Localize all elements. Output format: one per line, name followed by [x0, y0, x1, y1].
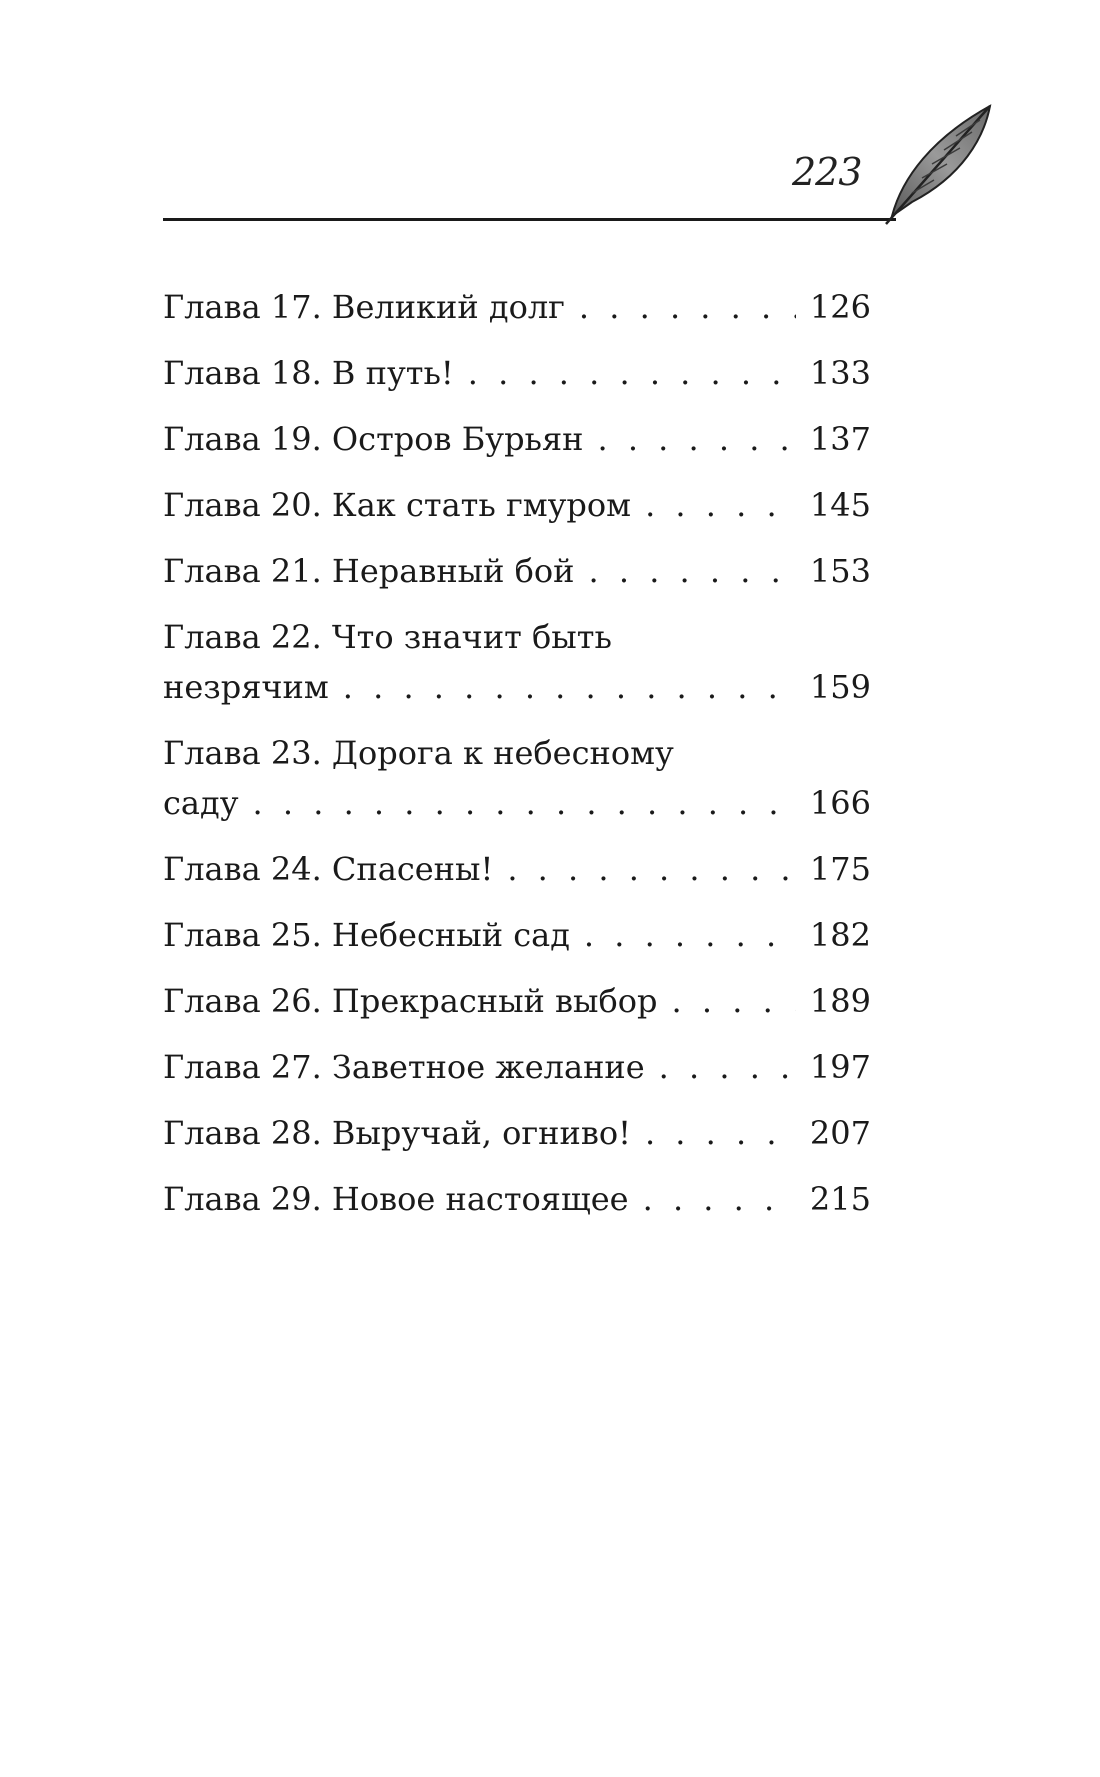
toc-leader-dots — [589, 546, 796, 596]
toc-entry-ch27 — [163, 1042, 871, 1092]
toc-entry-ch21 — [163, 546, 871, 596]
toc-entry-title-cont: саду — [163, 784, 239, 822]
toc-entry-page: 207 — [809, 1114, 871, 1152]
feather-quill-icon — [872, 98, 1002, 228]
toc-entry-title: Глава 26. Прекрасный выбор — [163, 982, 658, 1020]
toc-entry-title: Глава 17. Великий долг — [163, 288, 565, 326]
toc-entry-ch23 — [163, 728, 871, 828]
toc-leader-dots — [597, 414, 795, 464]
toc-entry-page: 197 — [809, 1048, 871, 1086]
toc-leader-dots — [643, 1174, 796, 1224]
toc-entry-page: 133 — [809, 354, 871, 392]
toc-entry-ch19 — [163, 414, 871, 464]
toc-entry-page: 189 — [809, 982, 871, 1020]
toc-entry-ch22 — [163, 612, 871, 712]
toc-entry-title: Глава 20. Как стать гмуром — [163, 486, 632, 524]
page-header — [0, 0, 1100, 240]
toc-entry-ch28 — [163, 1108, 871, 1158]
toc-entry-title: Глава 28. Выручай, огниво! — [163, 1114, 631, 1152]
toc-entry-page: 166 — [809, 784, 871, 822]
toc-entry-ch18 — [163, 348, 871, 398]
toc-leader-dots — [659, 1042, 796, 1092]
toc-entry-title-cont: незрячим — [163, 668, 329, 706]
toc-leader-dots — [645, 480, 796, 530]
toc-entry-page: 126 — [809, 288, 871, 326]
toc-entry-title: Глава 29. Новое настоящее — [163, 1180, 629, 1218]
toc-entry-title: Глава 18. В путь! — [163, 354, 454, 392]
toc-entry-title: Глава 19. Остров Бурьян — [163, 420, 584, 458]
toc-leader-dots — [253, 778, 796, 828]
toc-entry-ch29 — [163, 1174, 871, 1224]
toc-entry-ch24 — [163, 844, 871, 894]
toc-leader-dots — [343, 662, 796, 712]
toc-entry-title: Глава 22. Что значит быть — [163, 618, 612, 656]
toc-entry-page: 175 — [809, 850, 871, 888]
toc-entry-ch17 — [163, 282, 871, 332]
toc-entry-title: Глава 21. Неравный бой — [163, 552, 575, 590]
toc-entry-ch20 — [163, 480, 871, 530]
toc-entry-title: Глава 23. Дорога к небесному — [163, 734, 674, 772]
toc-entry-page: 145 — [809, 486, 871, 524]
toc-entry-page: 159 — [809, 668, 871, 706]
toc-entry-page: 153 — [809, 552, 871, 590]
toc-leader-dots — [672, 976, 796, 1026]
toc-entry-page: 137 — [809, 420, 871, 458]
toc-entry-ch26 — [163, 976, 871, 1026]
toc-leader-dots — [645, 1108, 796, 1158]
toc-entry-page: 182 — [809, 916, 871, 954]
page-number: 223 — [792, 150, 862, 194]
toc-entry-title: Глава 25. Небесный сад — [163, 916, 570, 954]
toc-entry-title: Глава 24. Спасены! — [163, 850, 494, 888]
toc-leader-dots — [468, 348, 796, 398]
toc-leader-dots — [579, 282, 796, 332]
toc-leader-dots — [584, 910, 796, 960]
table-of-contents — [163, 282, 871, 1240]
toc-entry-title: Глава 27. Заветное желание — [163, 1048, 645, 1086]
toc-leader-dots — [507, 844, 796, 894]
toc-entry-page: 215 — [809, 1180, 871, 1218]
toc-entry-ch25 — [163, 910, 871, 960]
header-rule — [163, 218, 896, 221]
